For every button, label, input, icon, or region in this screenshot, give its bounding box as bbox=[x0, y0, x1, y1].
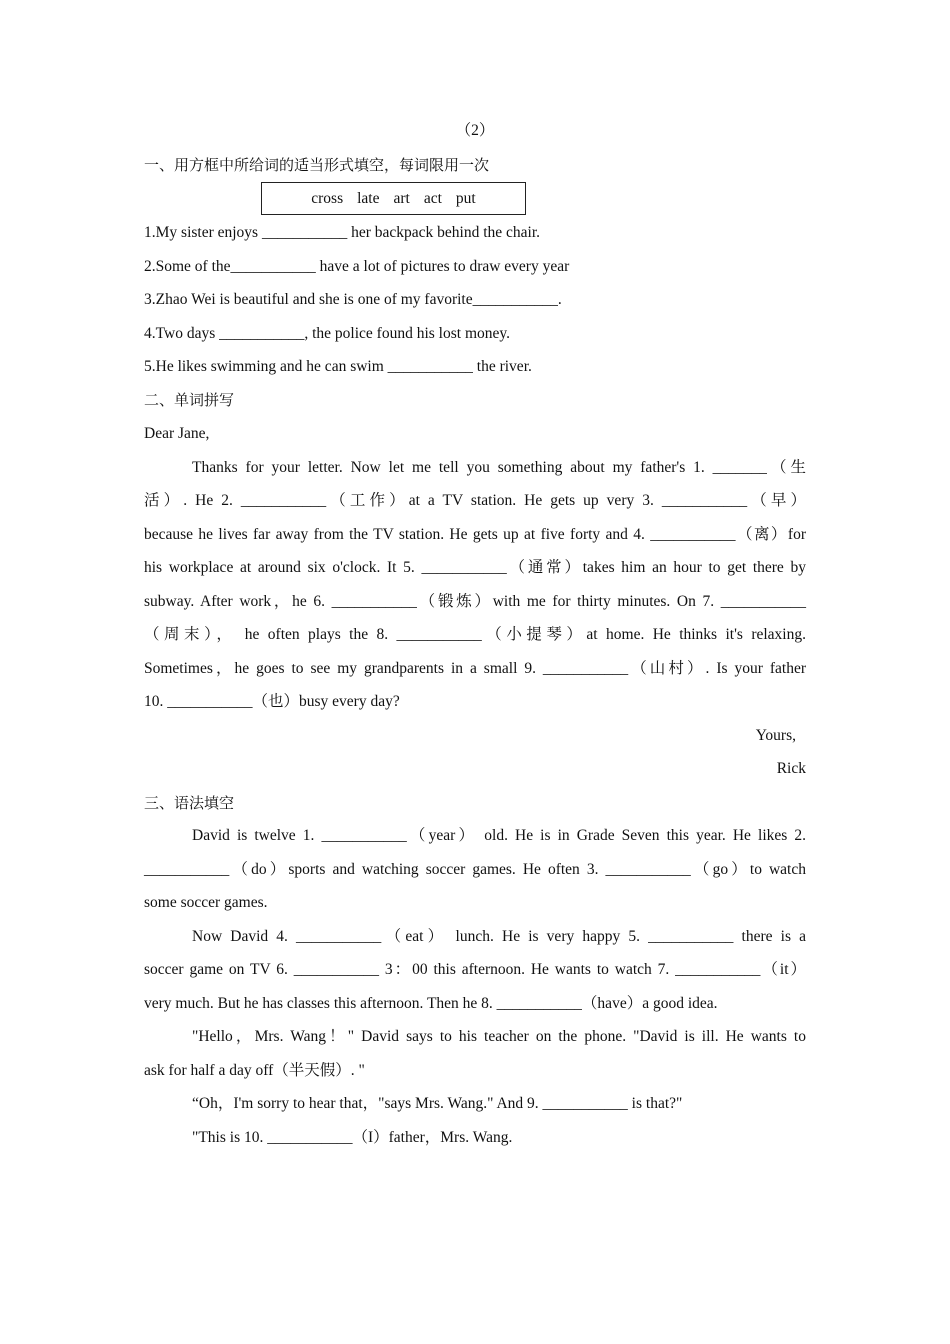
word-box-item: act bbox=[423, 189, 442, 207]
section-one-title: 一、用方框中所给词的适当形式填空，每词限用一次 bbox=[144, 156, 490, 174]
word-box-item: put bbox=[455, 189, 476, 207]
passage-line: Now David 4. ___________（eat） lunch. He is very happy 5. ___________ there is a bbox=[192, 928, 806, 945]
letter-line: Sometimes，he goes to see my grandparents in a small 9. ___________（山村）. Is your father bbox=[144, 660, 806, 677]
word-box-item: cross bbox=[311, 189, 344, 207]
letter-line: Thanks for your letter. Now let me tell you something about my father's 1. _______（生 bbox=[192, 459, 806, 476]
letter-line: 10. ___________（也）busy every day? bbox=[144, 693, 400, 710]
letter-line: subway. After work，he 6. ___________（锻炼）with me for thirty minutes. On 7. ___________ bbox=[144, 593, 806, 610]
letter-line: because he lives far away from the TV station. He gets up at five forty and 4. ___________（离）for bbox=[144, 526, 806, 543]
letter-line: 活）. He 2. ___________（工作）at a TV station. He gets up very 3. ___________（早） bbox=[144, 492, 806, 509]
section-one-item-1: 1.My sister enjoys ___________ her backpack behind the chair. bbox=[144, 224, 541, 241]
section-three-title: 三、语法填空 bbox=[144, 794, 235, 812]
passage-line: David is twelve 1. ___________（year） old. He is in Grade Seven this year. He likes 2. bbox=[192, 827, 806, 844]
passage-line: "Hello，Mrs. Wang！" David says to his teacher on the phone. "David is ill. He wants to bbox=[192, 1028, 806, 1045]
passage-line: some soccer games. bbox=[144, 894, 268, 911]
section-one-item-2: 2.Some of the___________ have a lot of pictures to draw every year bbox=[144, 258, 570, 275]
passage-line: very much. But he has classes this afternoon. Then he 8. ___________（have）a good idea. bbox=[144, 995, 718, 1012]
section-one-item-4: 4.Two days ___________, the police found his lost money. bbox=[144, 325, 510, 342]
passage-line: “Oh，I'm sorry to hear that，"says Mrs. Wang." And 9. ___________ is that?" bbox=[192, 1095, 683, 1112]
passage-line: ask for half a day off（半天假）. " bbox=[144, 1062, 365, 1079]
section-two-title: 二、单词拼写 bbox=[144, 391, 235, 409]
letter-signature: Rick bbox=[776, 760, 806, 777]
word-box-item: late bbox=[357, 189, 380, 207]
letter-line: （周末）， he often plays the 8. ___________（小提琴）at home. He thinks it's relaxing. bbox=[144, 626, 806, 643]
section-one-item-3: 3.Zhao Wei is beautiful and she is one of my favorite___________. bbox=[144, 291, 562, 308]
letter-line: his workplace at around six o'clock. It 5. ___________（通常）takes him an hour to get there by bbox=[144, 559, 806, 576]
letter-greeting: Dear Jane, bbox=[144, 425, 210, 442]
letter-closing: Yours, bbox=[755, 727, 796, 744]
word-box bbox=[261, 182, 526, 215]
section-one-item-5: 5.He likes swimming and he can swim ___________ the river. bbox=[144, 358, 532, 375]
page-label: （2） bbox=[455, 122, 495, 139]
word-box-item: art bbox=[393, 189, 410, 207]
passage-line: "This is 10. ___________（I）father，Mrs. Wang. bbox=[192, 1129, 513, 1146]
passage-line: ___________（do）sports and watching soccer games. He often 3. ___________（go）to watch bbox=[144, 861, 806, 878]
passage-line: soccer game on TV 6. ___________ 3：00 this afternoon. He wants to watch 7. ___________（it） bbox=[144, 961, 806, 978]
